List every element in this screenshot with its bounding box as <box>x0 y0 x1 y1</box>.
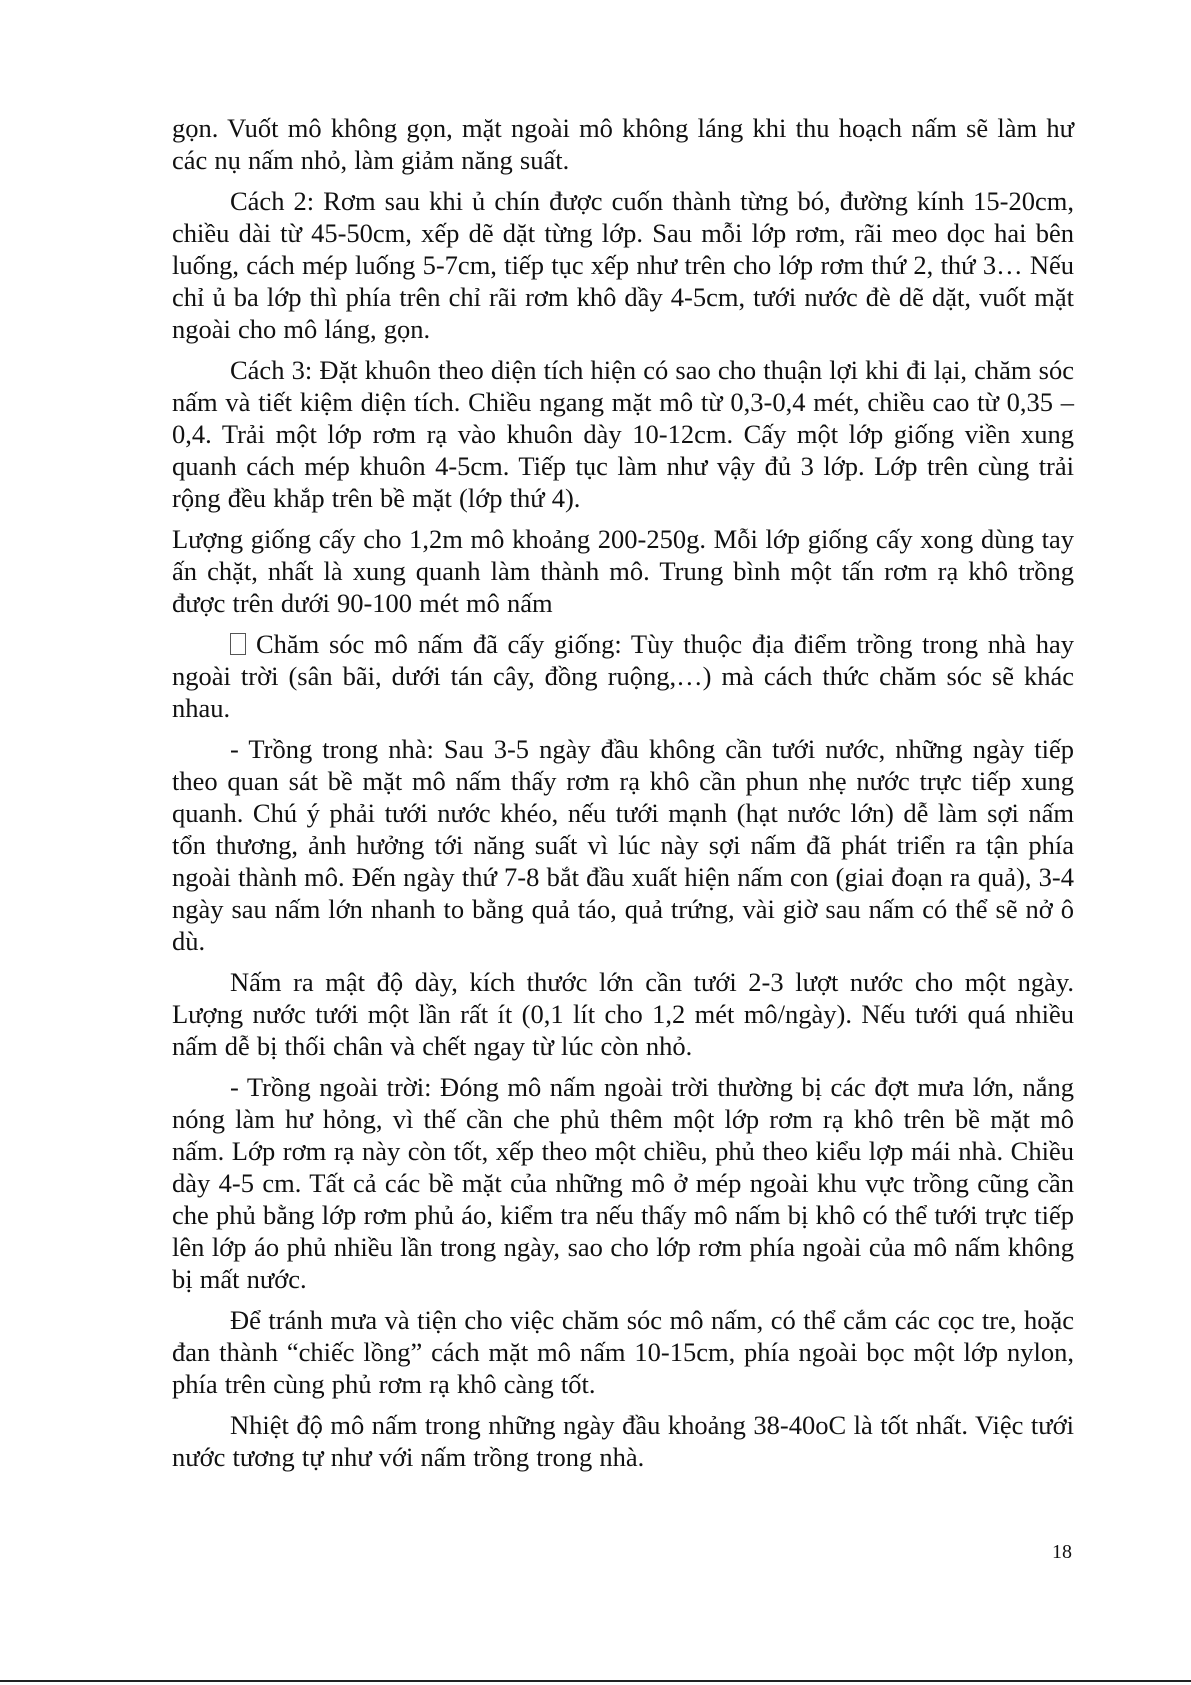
paragraph-watering: Nấm ra mật độ dày, kích thước lớn cần tưới 2-3 lượt nước cho một ngày. Lượng nước tưới một lần rất ít (0,1 lít cho 1,2 mét mô/ngày). Nếu tưới quá nhiều nấm dễ bị thối chân và chết ngay từ lúc còn nhỏ. <box>172 967 1074 1061</box>
page-number: 18 <box>1052 1541 1072 1563</box>
paragraph-indoor: - Trồng trong nhà: Sau 3-5 ngày đầu không cần tưới nước, những ngày tiếp theo quan sát bề mặt mô nấm thấy rơm rạ khô cần phun nhẹ nước trực tiếp xung quanh. Chú ý phải tưới nước khéo, nếu tưới mạnh (hạt nước lớn) dễ làm sợi nấm tổn thương, ảnh hưởng tới năng suất vì lúc này sợi nấm đã phát triển ra tận phía ngoài thành mô. Đến ngày thứ 7-8 bắt đầu xuất hiện nấm con (giai đoạn ra quả), 3-4 ngày sau nấm lớn nhanh to bằng quả táo, quả trứng, vài giờ sau nấm có thể sẽ nở ô dù. <box>172 734 1074 956</box>
paragraph-temperature: Nhiệt độ mô nấm trong những ngày đầu khoảng 38-40oC là tốt nhất. Việc tưới nước tương tự như với nấm trồng trong nhà. <box>172 1410 1074 1472</box>
document-body <box>172 112 1074 1473</box>
paragraph-rain-cover: Để tránh mưa và tiện cho việc chăm sóc mô nấm, có thể cắm các cọc tre, hoặc đan thành “chiếc lồng” cách mặt mô nấm 10-15cm, phía ngoài bọc một lớp nylon, phía trên cùng phủ rơm rạ khô càng tốt. <box>172 1305 1074 1399</box>
paragraph-seed-amount: Lượng giống cấy cho 1,2m mô khoảng 200-250g. Mỗi lớp giống cấy xong dùng tay ấn chặt, nhất là xung quanh làm thành mô. Trung bình một tấn rơm rạ khô trồng được trên dưới 90-100 mét mô nấm <box>172 524 1074 618</box>
paragraph-care-text: Chăm sóc mô nấm đã cấy giống: Tùy thuộc địa điểm trồng trong nhà hay ngoài trời (sân bãi, dưới tán cây, đồng ruộng,…) mà cách thức chăm sóc sẽ khác nhau. <box>172 629 1074 723</box>
bullet-box-icon <box>230 633 246 655</box>
paragraph-outdoor: - Trồng ngoài trời: Đóng mô nấm ngoài trời thường bị các đợt mưa lớn, nắng nóng làm hư hỏng, vì thế cần che phủ thêm một lớp rơm rạ khô trên bề mặt mô nấm. Lớp rơm rạ này còn tốt, xếp theo một chiều, phủ theo kiểu lợp mái nhà. Chiều dày 4-5 cm. Tất cả các bề mặt của những mô ở mép ngoài khu vực trồng cũng cần che phủ bằng lớp rơm phủ áo, kiểm tra nếu thấy mô nấm bị khô có thể tưới trực tiếp lên lớp áo phủ nhiều lần trong ngày, sao cho lớp rơm phía ngoài của mô nấm không bị mất nước. <box>172 1072 1074 1294</box>
paragraph-method-2: Cách 2: Rơm sau khi ủ chín được cuốn thành từng bó, đường kính 15-20cm, chiều dài từ 45-50cm, xếp dẽ dặt từng lớp. Sau mỗi lớp rơm, rãi meo dọc hai bên luống, cách mép luống 5-7cm, tiếp tục xếp như trên cho lớp rơm thứ 2, thứ 3… Nếu chỉ ủ ba lớp thì phía trên chỉ rãi rơm khô dầy 4-5cm, tưới nước đè dẽ dặt, vuốt mặt ngoài cho mô láng, gọn. <box>172 186 1074 344</box>
paragraph-method-3: Cách 3: Đặt khuôn theo diện tích hiện có sao cho thuận lợi khi đi lại, chăm sóc nấm và tiết kiệm diện tích. Chiều ngang mặt mô từ 0,3-0,4 mét, chiều cao từ 0,35 – 0,4. Trải một lớp rơm rạ vào khuôn dày 10-12cm. Cấy một lớp giống viền xung quanh cách mép khuôn 4-5cm. Tiếp tục làm như vậy đủ 3 lớp. Lớp trên cùng trải rộng đều khắp trên bề mặt (lớp thứ 4). <box>172 355 1074 513</box>
bottom-rule <box>0 1680 1191 1682</box>
paragraph-continuation: gọn. Vuốt mô không gọn, mặt ngoài mô không láng khi thu hoạch nấm sẽ làm hư các nụ nấm nhỏ, làm giảm năng suất. <box>172 113 1074 175</box>
paragraph-care-bullet <box>172 628 1074 724</box>
